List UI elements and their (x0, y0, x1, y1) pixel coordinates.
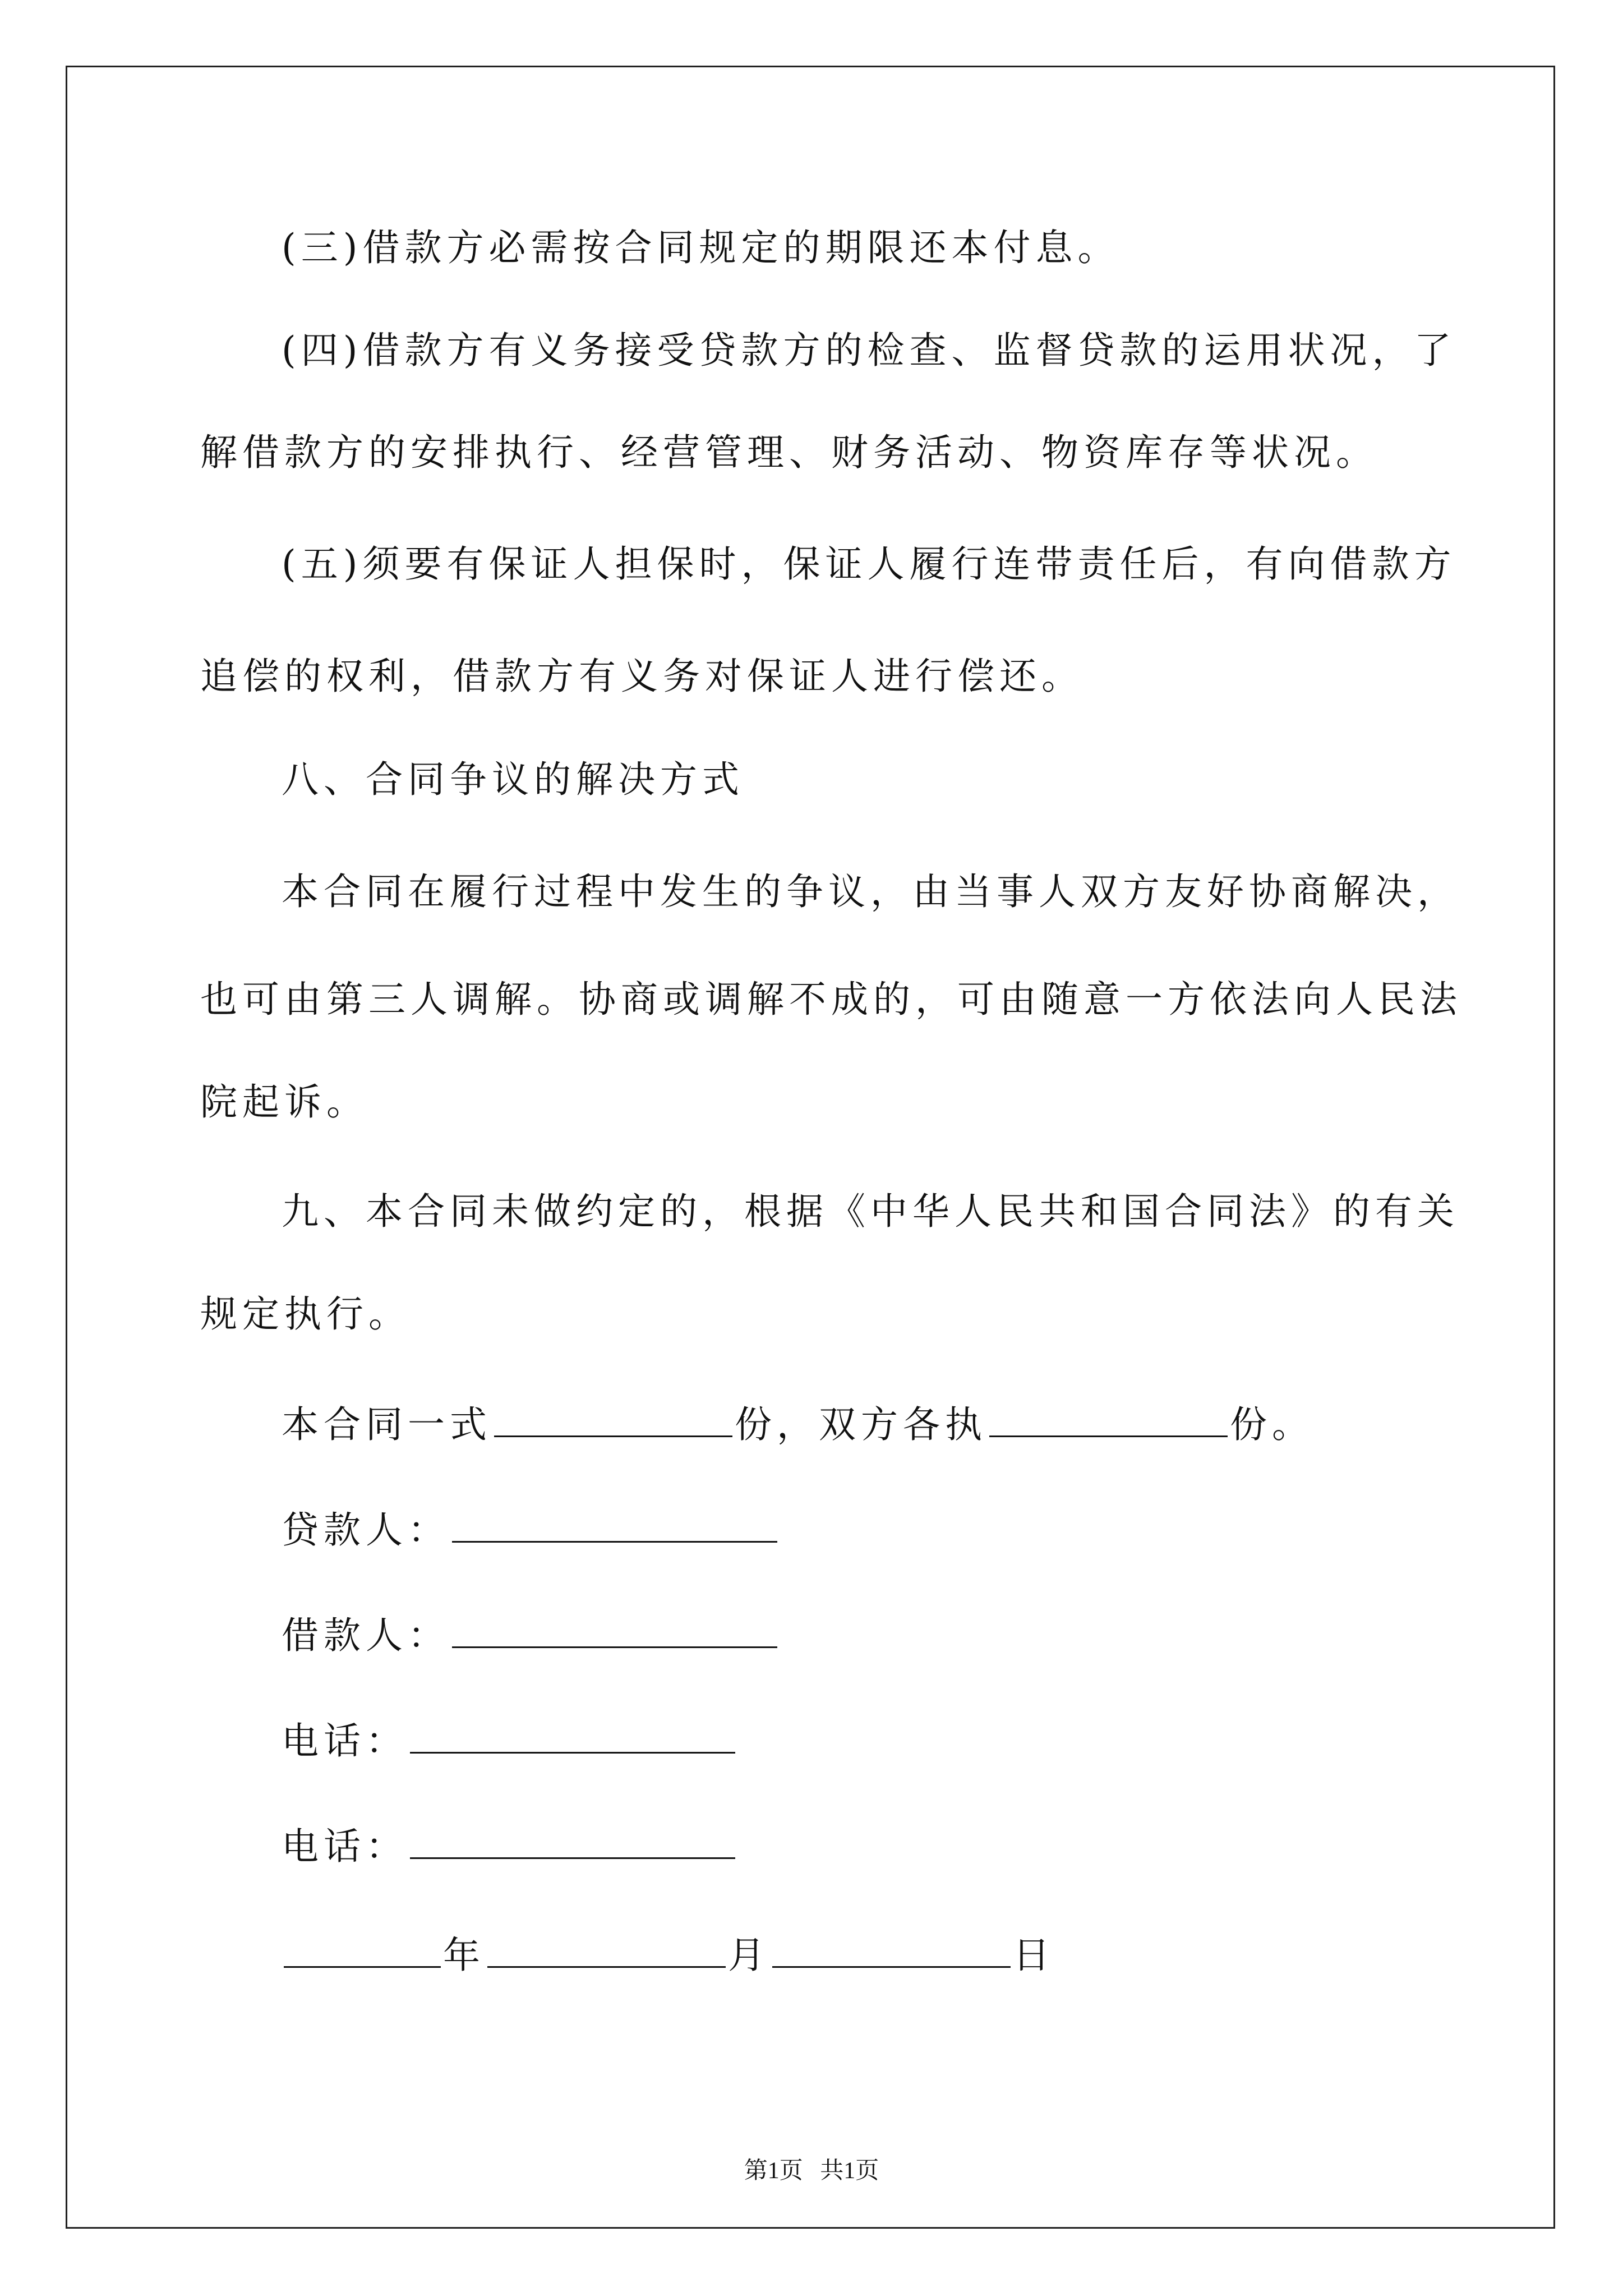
month-label: 月 (728, 1934, 770, 1977)
phone-blank-1[interactable] (410, 1717, 735, 1754)
clause-4-line-2: 解借款方的安排执行、经营管理、财务活动、物资库存等状况。 (200, 431, 1378, 474)
day-label: 日 (1013, 1934, 1055, 1977)
phone-line-2 (282, 1823, 737, 1867)
clause-4-line-1: (四)借款方有义务接受贷款方的检查、监督贷款的运用状况，了 (282, 329, 1456, 372)
borrower-line (282, 1612, 780, 1657)
page-border (66, 66, 1555, 2229)
copies-suffix: 份。 (1230, 1403, 1314, 1446)
clause-3: (三)借款方必需按合同规定的期限还本付息。 (282, 226, 1120, 269)
copies-prefix: 本合同一式 (282, 1403, 492, 1446)
section-9-line-1: 九、本合同未做约定的，根据《中华人民共和国合同法》的有关 (282, 1190, 1459, 1233)
copies-line (282, 1401, 1314, 1446)
phone-label-2: 电话： (282, 1825, 408, 1868)
year-label: 年 (443, 1934, 485, 1977)
lender-label: 贷款人： (282, 1508, 450, 1552)
year-blank[interactable] (284, 1931, 441, 1968)
month-blank[interactable] (487, 1931, 726, 1968)
borrower-label: 借款人： (282, 1614, 450, 1657)
clause-5-line-2: 追偿的权利，借款方有义务对保证人进行偿还。 (200, 655, 1083, 698)
lender-line (282, 1506, 780, 1551)
section-8-line-3: 院起诉。 (200, 1080, 368, 1124)
lender-blank[interactable] (452, 1506, 777, 1543)
section-8-line-2: 也可由第三人调解。协商或调解不成的，可由随意一方依法向人民法 (200, 978, 1462, 1021)
copies-each-blank[interactable] (989, 1401, 1228, 1437)
section-8-heading: 八、合同争议的解决方式 (282, 758, 744, 801)
copies-total-blank[interactable] (494, 1401, 732, 1437)
section-9-line-2: 规定执行。 (200, 1292, 411, 1336)
phone-blank-2[interactable] (410, 1823, 735, 1859)
phone-label-1: 电话： (282, 1719, 408, 1763)
page-number-total: 共1页 (820, 2158, 879, 2184)
page-footer (0, 2157, 1623, 2185)
section-8-line-1: 本合同在履行过程中发生的争议，由当事人双方友好协商解决， (282, 870, 1459, 913)
phone-line-1 (282, 1717, 737, 1762)
page-number-current: 第1页 (744, 2158, 803, 2184)
copies-middle: 份，双方各执 (735, 1403, 987, 1446)
day-blank[interactable] (772, 1931, 1011, 1968)
date-line (282, 1931, 1055, 1976)
borrower-blank[interactable] (452, 1612, 777, 1648)
clause-5-line-1: (五)须要有保证人担保时，保证人履行连带责任后，有向借款方 (282, 542, 1456, 586)
